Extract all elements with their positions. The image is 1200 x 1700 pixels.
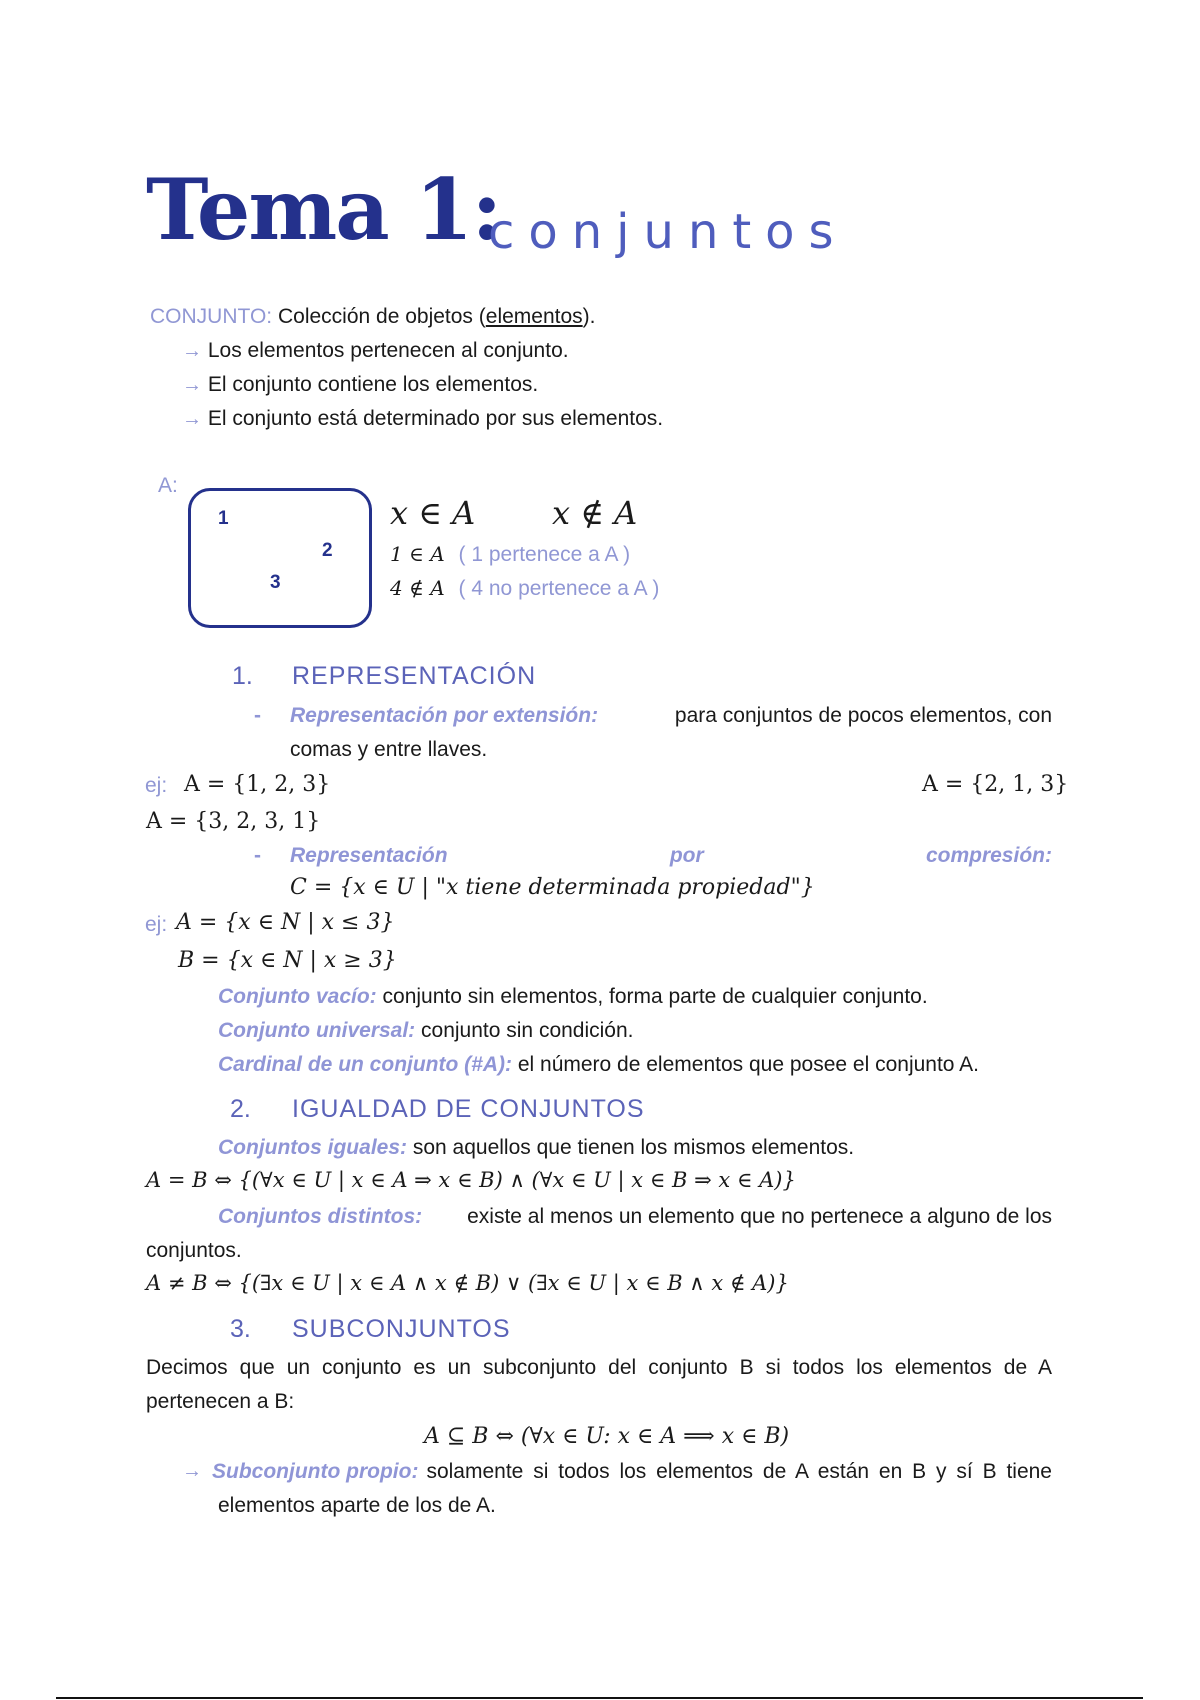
section-heading: REPRESENTACIÓN [292,662,537,690]
example-label: ej: [145,774,168,797]
term-label: Conjunto universal: [218,1019,416,1042]
arrow-right-icon: → [182,340,202,362]
term-text: existe al menos un elemento que no pertenece a alguno de los [467,1205,1052,1228]
list-item [182,374,538,395]
term-text: conjunto sin condición. [421,1019,634,1042]
example-formula: A = {2, 1, 3} [922,772,1069,797]
subset-text: Decimos que un conjunto es un subconjunto del conjunto B si todos los elementos de A [146,1356,1052,1379]
extension-line [290,705,1052,726]
arrow-right-icon: → [182,408,202,430]
set-element: 1 [218,508,229,529]
bullet-text: Los elementos pertenecen al conjunto. [207,339,569,362]
example-formula: 1 ∈ A [390,542,445,566]
example-formula: B = {x ∈ N | x ≥ 3} [178,948,397,973]
bullet-text: El conjunto contiene los elementos. [207,373,539,396]
comprehension-formula: C = {x ∈ U | "x tiene determinada propiedad"} [290,875,815,900]
term-text: conjunto sin elementos, forma parte de cualquier conjunto. [382,985,928,1008]
inequality-formula: A ≠ B ⇔ {(∃x ∈ U | x ∈ A ∧ x ∉ B) ∨ (∃x ∈ U | x ∈ B ∧ x ∉ A)} [146,1271,789,1295]
dash-bullet: - [254,844,261,867]
term-text: el número de elementos que posee el conjunto A. [517,1053,979,1076]
arrow-right-icon: → [182,1460,202,1482]
example-note: ( 1 pertenece a A ) [458,543,631,566]
example-formula: A = {3, 2, 3, 1} [146,809,321,834]
not-belongs-notation: x ∉ A [552,494,638,532]
example-formula: A = {x ∈ N | x ≤ 3} [176,910,395,935]
example-formula: 4 ∉ A [390,576,445,600]
section-heading: SUBCONJUNTOS [292,1315,511,1343]
example-label: ej: [145,913,168,936]
extension-text: para conjuntos de pocos elementos, con [674,704,1052,727]
extension-label: Representación por extensión: [290,704,599,727]
definition-line [150,306,595,327]
term-text: son aquellos que tienen los mismos elementos. [412,1136,855,1159]
arrow-right-icon: → [182,374,202,396]
term-label: Conjuntos distintos: [218,1205,423,1228]
definition-text-before: Colección de objetos ( [277,305,486,328]
example-belongs [390,544,630,565]
term-label: Conjunto vacío: [218,985,377,1008]
definition-underlined: elementos [485,305,583,328]
section-number: 3. [230,1315,251,1343]
page-bottom-rule [56,1697,1143,1699]
term-label: Cardinal de un conjunto (#A): [218,1053,512,1076]
comprehension-line [290,845,1052,866]
page-title: Tema 1: [146,160,501,259]
term-label: Subconjunto propio: [212,1460,419,1483]
definition-empty-set [218,986,928,1007]
equality-formula: A = B ⇔ {(∀x ∈ U | x ∈ A ⇒ x ∈ B) ∧ (∀x ∈ U | x ∈ B ⇒ x ∈ A)} [146,1168,796,1192]
section-number: 1. [232,662,253,690]
page-subtitle: conjuntos [488,204,848,260]
term-label: Conjuntos iguales: [218,1136,407,1159]
dash-bullet: - [254,704,261,727]
definition-equal-sets [218,1137,854,1158]
definition-universal-set [218,1020,634,1041]
comprehension-word: Representación [290,844,448,867]
example-note: ( 4 no pertenece a A ) [458,577,660,600]
section-number: 2. [230,1095,251,1123]
set-label: A: [158,474,178,497]
example-formula: A = {1, 2, 3} [184,772,331,797]
set-element: 2 [322,540,333,561]
definition-cardinal [218,1054,979,1075]
subset-formula: A ⊆ B ⇔ (∀x ∈ U: x ∈ A ⟹ x ∈ B) [424,1424,790,1449]
extension-text-cont: comas y entre llaves. [290,738,488,761]
term-text-cont: elementos aparte de los de A. [218,1494,496,1517]
term-text: solamente si todos los elementos de A están en B y sí B tiene [426,1460,1052,1483]
definition-text-after: ). [582,305,596,328]
definition-distinct-sets [218,1206,1052,1227]
comprehension-word: compresión: [925,844,1052,867]
belongs-notation: x ∈ A [390,494,476,532]
proper-subset-line [182,1461,1052,1482]
list-item [182,340,569,361]
set-diagram-box [188,488,372,628]
term-text-cont: conjuntos. [146,1239,242,1262]
definition-label: CONJUNTO: [150,305,273,328]
section-heading: IGUALDAD DE CONJUNTOS [292,1095,645,1123]
bullet-text: El conjunto está determinado por sus elementos. [207,407,664,430]
set-element: 3 [270,572,281,593]
list-item [182,408,663,429]
subset-text-cont: pertenecen a B: [146,1390,295,1413]
example-not-belongs [390,578,659,599]
comprehension-word: por [669,844,704,867]
